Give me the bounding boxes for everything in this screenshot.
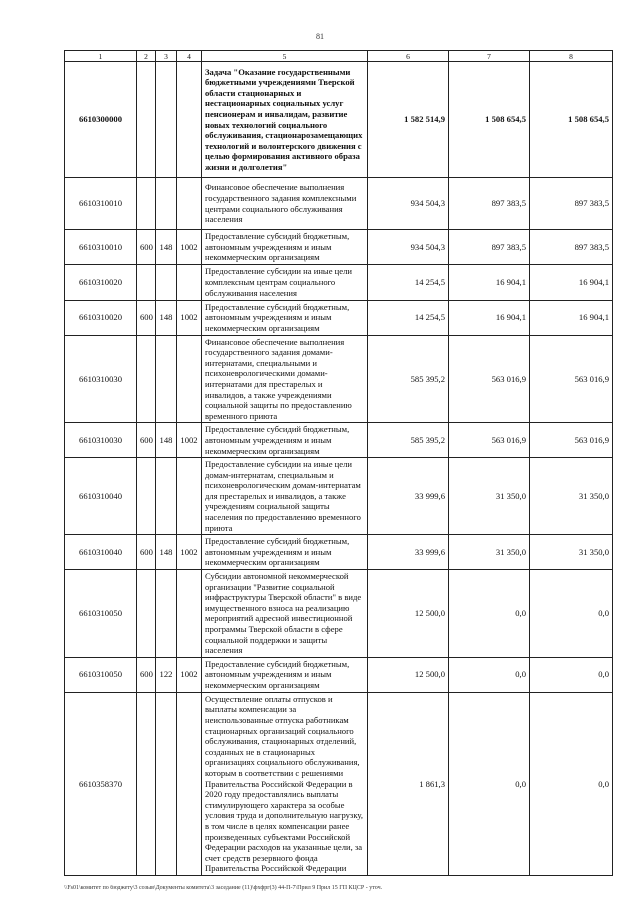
description-cell: Финансовое обеспечение выполнения государственного задания комплексными центрами социального обслуживания населения [202,178,368,230]
col4-cell [177,264,202,300]
col2-cell [137,458,156,535]
header-cell: 5 [202,51,368,62]
description-cell: Осуществление оплаты отпусков и выплаты компенсации за неиспользованные отпуска работникам стационарных организаций социального обслуживания, стационарных отделений, созданных не в стационарных организациях социального обслуживания, которым в соответствии с решениями Правительства Российской Федерации в 2020 году предоставлялись выплаты стимулирующего характера за особые условия труда и дополнительную нагрузку, в том числе в целях компенсации ранее произведенных субъектами Российской Федерации расходов на указанные цели, за счет средств резервного фонда Правительства Российской Федерации [202,692,368,875]
value-col6-cell: 12 500,0 [368,570,449,658]
table-row [65,657,613,692]
header-cell: 4 [177,51,202,62]
header-cell: 2 [137,51,156,62]
value-col8-cell: 16 904,1 [530,264,613,300]
value-col7-cell: 31 350,0 [449,458,530,535]
value-col6-cell: 934 504,3 [368,178,449,230]
header-cell: 8 [530,51,613,62]
col2-cell [137,335,156,423]
col4-cell: 1002 [177,230,202,265]
col2-cell: 600 [137,535,156,570]
col3-cell: 148 [156,423,177,458]
value-col8-cell: 16 904,1 [530,300,613,335]
table-row [65,178,613,230]
col2-cell: 600 [137,657,156,692]
col3-cell [156,264,177,300]
col3-cell: 122 [156,657,177,692]
header-cell: 6 [368,51,449,62]
col4-cell [177,335,202,423]
page-number: 81 [316,32,324,41]
value-col8-cell: 1 508 654,5 [530,62,613,178]
value-col6-cell: 1 861,3 [368,692,449,875]
value-col8-cell: 0,0 [530,657,613,692]
description-cell: Предоставление субсидий бюджетным, автономным учреждениям и иным некоммерческим организациям [202,657,368,692]
table-row [65,62,613,178]
code-cell: 6610310020 [65,264,137,300]
col3-cell: 148 [156,300,177,335]
table-row [65,335,613,423]
code-cell: 6610310030 [65,335,137,423]
code-cell: 6610310040 [65,535,137,570]
table-row [65,300,613,335]
code-cell: 6610300000 [65,62,137,178]
value-col6-cell: 33 999,6 [368,458,449,535]
col4-cell [177,458,202,535]
col4-cell: 1002 [177,300,202,335]
col3-cell [156,335,177,423]
value-col6-cell: 585 395,2 [368,423,449,458]
col2-cell [137,264,156,300]
table-row [65,264,613,300]
description-cell: Предоставление субсидий бюджетным, автономным учреждениям и иным некоммерческим организациям [202,230,368,265]
table-row [65,458,613,535]
header-row [65,51,613,62]
value-col8-cell: 563 016,9 [530,335,613,423]
table-row [65,535,613,570]
col4-cell [177,692,202,875]
value-col7-cell: 16 904,1 [449,264,530,300]
table-row [65,423,613,458]
code-cell: 6610310050 [65,657,137,692]
description-cell: Предоставление субсидий бюджетным, автономным учреждениям и иным некоммерческим организациям [202,535,368,570]
value-col6-cell: 585 395,2 [368,335,449,423]
value-col6-cell: 934 504,3 [368,230,449,265]
value-col7-cell: 563 016,9 [449,423,530,458]
value-col7-cell: 1 508 654,5 [449,62,530,178]
table-row [65,570,613,658]
col4-cell [177,570,202,658]
table-row [65,692,613,875]
value-col8-cell: 897 383,5 [530,230,613,265]
code-cell: 6610310040 [65,458,137,535]
description-cell: Предоставление субсидий бюджетным, автономным учреждениям и иным некоммерческим организациям [202,300,368,335]
col2-cell: 600 [137,423,156,458]
col3-cell [156,692,177,875]
code-cell: 6610310050 [65,570,137,658]
col4-cell: 1002 [177,535,202,570]
header-cell: 1 [65,51,137,62]
description-cell: Предоставление субсидии на иные цели комплексным центрам социального обслуживания населения [202,264,368,300]
description-cell: Задача "Оказание государственными бюджетными учреждениями Тверской области стационарных и нестационарных социальных услуг пенсионерам и инвалидам, развитие новых технологий социального обслуживания, стационарозамещающих технологий и волонтерского движения с целью формирования активного образа жизни и долголетия" [202,62,368,178]
value-col8-cell: 897 383,5 [530,178,613,230]
col2-cell [137,692,156,875]
col4-cell: 1002 [177,423,202,458]
value-col8-cell: 0,0 [530,692,613,875]
code-cell: 6610310010 [65,230,137,265]
value-col8-cell: 31 350,0 [530,535,613,570]
code-cell: 6610310020 [65,300,137,335]
col4-cell [177,62,202,178]
code-cell: 6610358370 [65,692,137,875]
col3-cell [156,458,177,535]
value-col8-cell: 563 016,9 [530,423,613,458]
value-col7-cell: 31 350,0 [449,535,530,570]
value-col7-cell: 0,0 [449,657,530,692]
value-col6-cell: 33 999,6 [368,535,449,570]
col3-cell: 148 [156,535,177,570]
value-col6-cell: 14 254,5 [368,300,449,335]
table-row [65,230,613,265]
col2-cell: 600 [137,300,156,335]
col2-cell: 600 [137,230,156,265]
code-cell: 6610310030 [65,423,137,458]
col2-cell [137,178,156,230]
value-col7-cell: 0,0 [449,570,530,658]
value-col7-cell: 897 383,5 [449,230,530,265]
header-cell: 3 [156,51,177,62]
col2-cell [137,62,156,178]
value-col7-cell: 563 016,9 [449,335,530,423]
value-col6-cell: 14 254,5 [368,264,449,300]
file-path-footer: \\Fs01\комитет по бюджету\3 созыв\Документы комитета\3 заседание (11)\фхфрг(3) 44-П-7\Прил 9 Прил 15 ГП КЦСР - уточ. [64,885,383,891]
code-cell: 6610310010 [65,178,137,230]
value-col6-cell: 1 582 514,9 [368,62,449,178]
description-cell: Финансовое обеспечение выполнения государственного задания домами-интернатами, специальными и психоневрологическими домами-интернатами для престарелых и инвалидов, а также учреждениями социальной защиты по предоставлению временного приюта [202,335,368,423]
col3-cell: 148 [156,230,177,265]
description-cell: Предоставление субсидий бюджетным, автономным учреждениям и иным некоммерческим организациям [202,423,368,458]
value-col7-cell: 16 904,1 [449,300,530,335]
value-col8-cell: 0,0 [530,570,613,658]
budget-table [64,50,613,876]
col3-cell [156,62,177,178]
value-col7-cell: 0,0 [449,692,530,875]
description-cell: Субсидии автономной некоммерческой организации "Развитие социальной инфраструктуры Тверской области" в виде имущественного взноса на реализацию мероприятий адресной инвестиционной программы Тверской области в сфере социальной поддержки и защиты населения [202,570,368,658]
value-col7-cell: 897 383,5 [449,178,530,230]
value-col6-cell: 12 500,0 [368,657,449,692]
header-cell: 7 [449,51,530,62]
col3-cell [156,570,177,658]
col4-cell: 1002 [177,657,202,692]
col2-cell [137,570,156,658]
value-col8-cell: 31 350,0 [530,458,613,535]
col3-cell [156,178,177,230]
col4-cell [177,178,202,230]
description-cell: Предоставление субсидии на иные цели домам-интернатам, специальным и психоневрологическим домам-интернатам для престарелых и инвалидов, а также учреждениям социальной защиты населения по предоставлению временного приюта [202,458,368,535]
